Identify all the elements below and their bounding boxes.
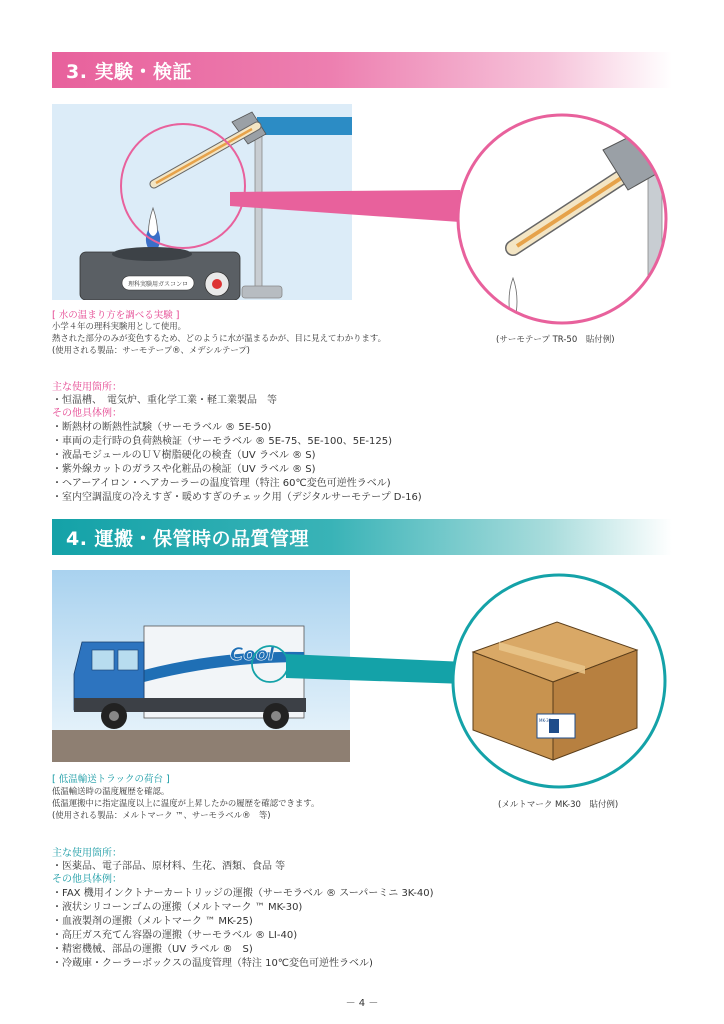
section3-example-item: ・ヘアーアイロン・ヘアカーラーの温度管理（特注 60℃変色可逆性ラベル): [52, 478, 391, 489]
section3-usage-heading: 主な使用箇所：: [52, 382, 122, 393]
section3-example-item: ・断熱材の断熱性試験（サーモラベル ® 5E-50): [52, 422, 272, 433]
section4-example-item: ・血液製剤の運搬（メルトマーク ™ MK-25): [52, 916, 253, 927]
experiment-caption-line: (使用される製品：サーモテープ®、メデシルテープ): [52, 345, 250, 355]
thermotape-photo-caption: (サーモテープ TR-50 貼付例): [496, 335, 615, 345]
section4-example-item: ・液状シリコーンゴムの運搬（メルトマーク ™ MK-30): [52, 902, 303, 913]
experiment-caption-title: [ 水の温まり方を調べる実験 ]: [52, 310, 180, 321]
experiment-caption-line: 小学４年の理科実験用として使用。: [52, 321, 186, 331]
meltmark-zoom-circle: [445, 570, 673, 792]
section3-example-item: ・液晶モジュールのＵＶ樹脂硬化の検査（UV ラベル ® S): [52, 450, 316, 461]
zoom-connector-pink: [230, 150, 480, 250]
section3-title: 3. 実験・検証: [66, 61, 193, 83]
section3-example-item: ・紫外線カットのガラスや化粧品の検証（UV ラベル ® S): [52, 464, 316, 475]
meltmark-photo-caption: (メルトマーク MK-30 貼付例): [498, 800, 619, 810]
section4-usage-heading: 主な使用箇所：: [52, 848, 122, 859]
section3-example-item: ・車両の走行時の負荷熱検証（サーモラベル ® 5E-75、5E-100、5E-125): [52, 436, 393, 447]
experiment-caption-line: 熱された部分のみが変色するため、どのように水が温まるかが、目に見えてわかります。: [52, 333, 386, 343]
truck-cool-text: Cool: [230, 644, 275, 665]
meltmark-label-text: MK-30: [539, 718, 552, 723]
truck-caption-title: [ 低温輸送トラックの荷台 ]: [52, 774, 170, 785]
section3-banner: [52, 52, 672, 88]
section4-example-item: ・高圧ガス充てん容器の運搬（サーモラベル ® LI-40): [52, 930, 298, 941]
section3-examples-heading: その他具体例：: [52, 408, 122, 419]
section4-example-item: ・精密機械、部品の運搬（UV ラベル ® S): [52, 944, 253, 955]
section4-examples-heading: その他具体例：: [52, 874, 122, 885]
section4-example-item: ・FAX 機用インクトナーカートリッジの運搬（サーモラベル ® スーパーミニ 3K-40): [52, 888, 434, 899]
thermotape-zoom-circle: [453, 110, 671, 328]
section3-usage-line: ・恒温槽、 電気炉、重化学工業・軽工業製品 等: [52, 395, 277, 406]
page-number: － 4 －: [345, 998, 379, 1009]
truck-caption-line: (使用される製品：メルトマーク ™、サーモラベル® 等): [52, 810, 271, 820]
section3-example-item: ・室内空調温度の冷えすぎ・暖めすぎのチェック用（デジタルサーモテープ D-16): [52, 492, 422, 503]
stove-label: 理科実験用ガスコンロ: [127, 281, 189, 288]
section4-usage-line: ・医薬品、電子部品、原材料、生花、酒類、食品 等: [52, 861, 286, 872]
truck-caption-line: 低温輸送時の温度履歴を確認。: [52, 786, 170, 796]
truck-caption-line: 低温運搬中に指定温度以上に温度が上昇したかの履歴を確認できます。: [52, 798, 320, 808]
section4-title: 4. 運搬・保管時の品質管理: [66, 528, 310, 550]
section4-banner: [52, 519, 672, 555]
section4-example-item: ・冷蔵庫・クーラーボックスの温度管理（特注 10℃変色可逆性ラベル): [52, 958, 373, 969]
